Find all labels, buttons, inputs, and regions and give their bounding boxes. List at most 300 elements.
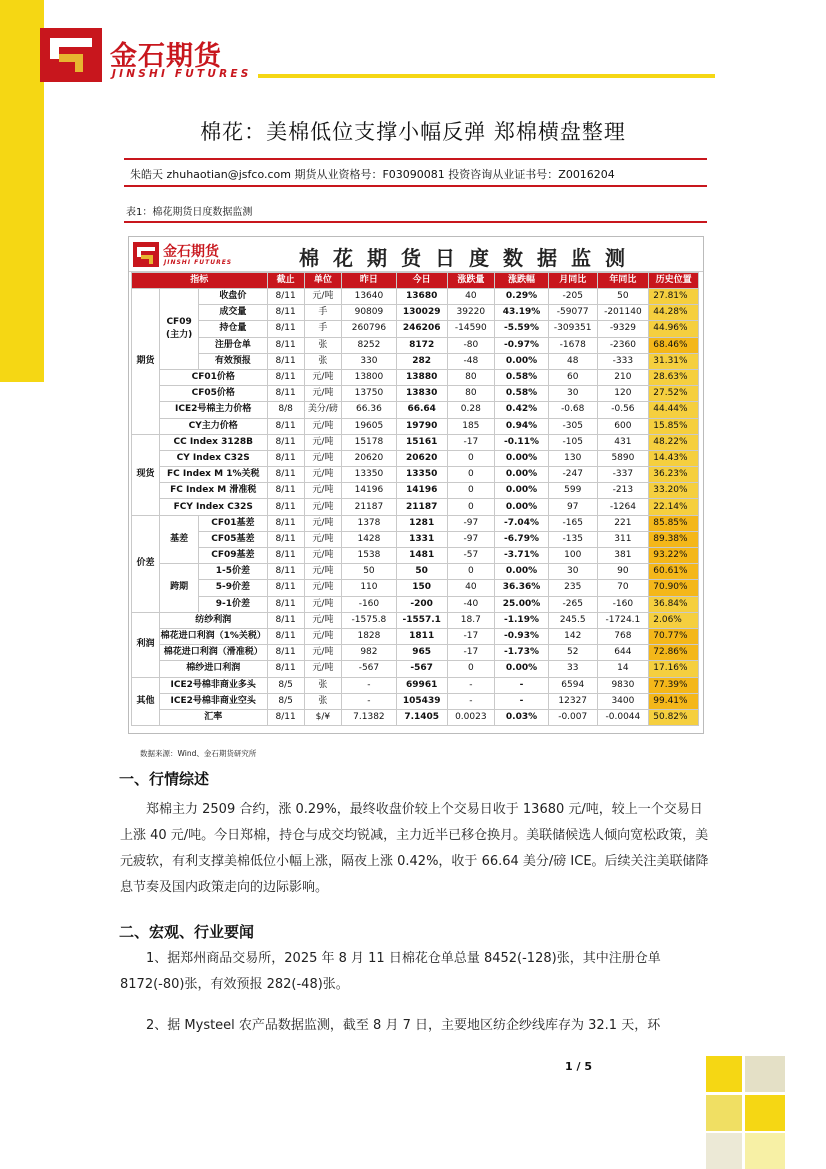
table-cell: 1281	[396, 515, 447, 531]
table-cell: 8/11	[267, 467, 304, 483]
decor-square	[706, 1133, 742, 1169]
table-cell: 张	[304, 337, 341, 353]
table-cell: -567	[342, 661, 397, 677]
table-cell: -305	[548, 418, 597, 434]
table-cell: 60	[548, 369, 597, 385]
history-percentile: 93.22%	[649, 548, 699, 564]
table-cell: 66.64	[396, 402, 447, 418]
history-percentile: 17.16%	[649, 661, 699, 677]
table-cell: 0.00%	[495, 499, 549, 515]
table-cell: 130	[548, 450, 597, 466]
indicator-name: CF01基差	[199, 515, 267, 531]
indicator-name: 9-1价差	[199, 596, 267, 612]
table-cell: 0.58%	[495, 369, 549, 385]
table-cell: -309351	[548, 321, 597, 337]
table-cell: -1724.1	[597, 612, 649, 628]
table-cell: 768	[597, 628, 649, 644]
table-cell: 元/吨	[304, 434, 341, 450]
table-cell: 手	[304, 305, 341, 321]
table-row	[132, 450, 699, 466]
table-cell: -165	[548, 515, 597, 531]
history-percentile: 85.85%	[649, 515, 699, 531]
table-cell: 0.00%	[495, 661, 549, 677]
table-cell: 8/5	[267, 693, 304, 709]
table-cell: 644	[597, 645, 649, 661]
header-cell: 今日	[396, 273, 447, 289]
indicator-name: CC Index 3128B	[159, 434, 267, 450]
header-cell: 指标	[132, 273, 268, 289]
table-cell: 25.00%	[495, 596, 549, 612]
table-cell: 元/吨	[304, 369, 341, 385]
indicator-name: 棉纱进口利润	[159, 661, 267, 677]
group-label: 期货	[132, 289, 160, 435]
table-row	[132, 596, 699, 612]
table-cell: 8/11	[267, 515, 304, 531]
table-cell: 14196	[396, 483, 447, 499]
table-cell: 8/8	[267, 402, 304, 418]
table-cell: 15178	[342, 434, 397, 450]
table-cell: -48	[447, 353, 495, 369]
table-cell: 8/11	[267, 369, 304, 385]
table-cell: 39220	[447, 305, 495, 321]
table-cell: 元/吨	[304, 483, 341, 499]
header-cell: 单位	[304, 273, 341, 289]
table-cell: 50	[396, 564, 447, 580]
table-cell: 13880	[396, 369, 447, 385]
table-cell: 13750	[342, 386, 397, 402]
table-cell: 221	[597, 515, 649, 531]
table-cell: 18.7	[447, 612, 495, 628]
history-percentile: 28.63%	[649, 369, 699, 385]
table-cell: 100	[548, 548, 597, 564]
table-cell: 8/11	[267, 548, 304, 564]
table-row	[132, 467, 699, 483]
indicator-name: 纺纱利润	[159, 612, 267, 628]
author-line: 朱皓天 zhuhaotian@jsfco.com 期货从业资格号：F03090081 投资咨询从业证书号：Z0016204	[130, 168, 615, 181]
table-row	[132, 515, 699, 531]
table-caption: 表1：棉花期货日度数据监测	[126, 207, 253, 218]
table-cell: 元/吨	[304, 612, 341, 628]
table-row	[132, 369, 699, 385]
title-rule	[124, 158, 707, 160]
indicator-name: 1-5价差	[199, 564, 267, 580]
table-cell: 0.00%	[495, 353, 549, 369]
header-divider	[258, 74, 715, 78]
table-cell: -0.007	[548, 709, 597, 725]
table-cell: 431	[597, 434, 649, 450]
indicator-name: 有效预报	[199, 353, 267, 369]
table-cell: 8/5	[267, 677, 304, 693]
decor-square	[706, 1095, 742, 1131]
table-cell: 14196	[342, 483, 397, 499]
table-cell: 元/吨	[304, 548, 341, 564]
history-percentile: 48.22%	[649, 434, 699, 450]
table-row	[132, 418, 699, 434]
subgroup-label: CF09 (主力)	[159, 289, 198, 370]
table-cell: -	[342, 677, 397, 693]
table-cell: 5890	[597, 450, 649, 466]
table-cell: 元/吨	[304, 580, 341, 596]
indicator-name: ICE2号棉主力价格	[159, 402, 267, 418]
monitor-table-image	[128, 236, 704, 734]
table-cell: 14	[597, 661, 649, 677]
table-cell: 8/11	[267, 305, 304, 321]
table-cell: 40	[447, 580, 495, 596]
table-cell: 13800	[342, 369, 397, 385]
table-cell: 50	[597, 289, 649, 305]
history-percentile: 89.38%	[649, 531, 699, 547]
table-cell: 105439	[396, 693, 447, 709]
table-cell: 0.03%	[495, 709, 549, 725]
table-cell: 元/吨	[304, 628, 341, 644]
table-cell: 69961	[396, 677, 447, 693]
table-cell: 0.29%	[495, 289, 549, 305]
table-cell: -3.71%	[495, 548, 549, 564]
table-cell: 15161	[396, 434, 447, 450]
table-cell: -57	[447, 548, 495, 564]
table-cell: 元/吨	[304, 386, 341, 402]
side-accent-bar	[0, 0, 44, 382]
table-cell: -17	[447, 645, 495, 661]
table-cell: 1428	[342, 531, 397, 547]
table-cell: -97	[447, 531, 495, 547]
table-cell: 1481	[396, 548, 447, 564]
history-percentile: 72.86%	[649, 645, 699, 661]
table-cell: 30	[548, 564, 597, 580]
indicator-name: 汇率	[159, 709, 267, 725]
table-cell: 8/11	[267, 386, 304, 402]
indicator-name: FC Index M 滑准税	[159, 483, 267, 499]
group-label: 价差	[132, 515, 160, 612]
table-cell: -1.19%	[495, 612, 549, 628]
indicator-name: CF05价格	[159, 386, 267, 402]
header-cell: 涨跌幅	[495, 273, 549, 289]
table-cell: 36.36%	[495, 580, 549, 596]
table-row	[132, 612, 699, 628]
table-cell: 0.00%	[495, 483, 549, 499]
table-cell: 282	[396, 353, 447, 369]
header-cell: 年同比	[597, 273, 649, 289]
company-logo	[40, 28, 255, 84]
table-logo	[133, 241, 257, 269]
table-header-banner	[129, 237, 703, 272]
table-cell: -59077	[548, 305, 597, 321]
table-cell: -14590	[447, 321, 495, 337]
logo-mark-icon	[133, 242, 159, 267]
logo-text-en: JINSHI FUTURES	[112, 68, 252, 80]
group-label: 利润	[132, 612, 160, 677]
table-cell: -9329	[597, 321, 649, 337]
table-cell: 8/11	[267, 628, 304, 644]
table-row	[132, 628, 699, 644]
table-cell: 599	[548, 483, 597, 499]
table-cell: -0.11%	[495, 434, 549, 450]
table-cell: 66.36	[342, 402, 397, 418]
decor-square	[706, 1056, 742, 1092]
table-row	[132, 564, 699, 580]
table-cell: 13350	[396, 467, 447, 483]
table-cell: 52	[548, 645, 597, 661]
table-cell: 0.00%	[495, 450, 549, 466]
table-row	[132, 677, 699, 693]
table-row	[132, 531, 699, 547]
table-cell: 0.58%	[495, 386, 549, 402]
table-row	[132, 386, 699, 402]
table-cell: -17	[447, 434, 495, 450]
history-percentile: 60.61%	[649, 564, 699, 580]
table-cell: -213	[597, 483, 649, 499]
table-cell: 美分/磅	[304, 402, 341, 418]
history-percentile: 22.14%	[649, 499, 699, 515]
table-cell: -17	[447, 628, 495, 644]
indicator-name: 收盘价	[199, 289, 267, 305]
table-cell: 70	[597, 580, 649, 596]
history-percentile: 70.77%	[649, 628, 699, 644]
history-percentile: 15.85%	[649, 418, 699, 434]
table-cell: 9830	[597, 677, 649, 693]
decor-square	[745, 1056, 785, 1092]
table-cell: -40	[447, 596, 495, 612]
table-cell: -7.04%	[495, 515, 549, 531]
table-cell: 8/11	[267, 321, 304, 337]
indicator-name: CY Index C32S	[159, 450, 267, 466]
table-cell: 90809	[342, 305, 397, 321]
table-cell: 0	[447, 467, 495, 483]
table-cell: -205	[548, 289, 597, 305]
table-cell: -160	[597, 596, 649, 612]
table-cell: 43.19%	[495, 305, 549, 321]
table-cell: 0	[447, 483, 495, 499]
group-label: 其他	[132, 677, 160, 726]
table-cell: 40	[447, 289, 495, 305]
indicator-name: 成交量	[199, 305, 267, 321]
decor-square	[745, 1133, 785, 1169]
logo-text-cn: 金石期货	[110, 41, 222, 72]
header-cell: 昨日	[342, 273, 397, 289]
table-cell: 张	[304, 353, 341, 369]
table-row	[132, 693, 699, 709]
table-cell: 13350	[342, 467, 397, 483]
indicator-name: ICE2号棉非商业多头	[159, 677, 267, 693]
table-cell: -135	[548, 531, 597, 547]
table-cell: 8/11	[267, 612, 304, 628]
table-cell: -0.68	[548, 402, 597, 418]
header-cell: 月同比	[548, 273, 597, 289]
table-cell: 21187	[342, 499, 397, 515]
history-percentile: 36.84%	[649, 596, 699, 612]
table-cell: 8/11	[267, 499, 304, 515]
table-cell: -200	[396, 596, 447, 612]
table-cell: 8172	[396, 337, 447, 353]
table-cell: 8/11	[267, 289, 304, 305]
table-cell: 8/11	[267, 531, 304, 547]
table-cell: 8/11	[267, 564, 304, 580]
table-cell: -	[447, 693, 495, 709]
table-cell: 8/11	[267, 596, 304, 612]
indicator-name: 持仓量	[199, 321, 267, 337]
table-cell: -6.79%	[495, 531, 549, 547]
history-percentile: 36.23%	[649, 467, 699, 483]
table-cell: 8/11	[267, 645, 304, 661]
table-cell: -0.97%	[495, 337, 549, 353]
table-cell: -1.73%	[495, 645, 549, 661]
table-cell: 0.00%	[495, 467, 549, 483]
table-cell: 48	[548, 353, 597, 369]
table-cell: 8/11	[267, 418, 304, 434]
table-cell: 8/11	[267, 434, 304, 450]
table-cell: 130029	[396, 305, 447, 321]
indicator-name: 棉花进口利润（1%关税）	[159, 628, 267, 644]
table-cell: 21187	[396, 499, 447, 515]
table-cell: 120	[597, 386, 649, 402]
table-cell: 185	[447, 418, 495, 434]
table-cell: -337	[597, 467, 649, 483]
indicator-name: 5-9价差	[199, 580, 267, 596]
table-cell: 0.00%	[495, 564, 549, 580]
table-cell: 381	[597, 548, 649, 564]
logo-mark-icon	[40, 28, 102, 82]
history-percentile: 99.41%	[649, 693, 699, 709]
indicator-name: FC Index M 1%关税	[159, 467, 267, 483]
table-title: 棉花期货日度数据监测	[299, 246, 639, 270]
table-row	[132, 709, 699, 725]
table-cell: -247	[548, 467, 597, 483]
table-cell: 张	[304, 693, 341, 709]
table-cell: 150	[396, 580, 447, 596]
table-cell: -5.59%	[495, 321, 549, 337]
page-number: 1 / 5	[565, 1060, 592, 1073]
subgroup-label: 跨期	[159, 564, 198, 613]
table-cell: 1378	[342, 515, 397, 531]
history-percentile: 2.06%	[649, 612, 699, 628]
table-row	[132, 645, 699, 661]
table-cell: 8/11	[267, 353, 304, 369]
table-cell: 8/11	[267, 661, 304, 677]
table-cell: 7.1382	[342, 709, 397, 725]
table-cell: 235	[548, 580, 597, 596]
table-cell: -1678	[548, 337, 597, 353]
table-row	[132, 483, 699, 499]
history-percentile: 68.46%	[649, 337, 699, 353]
table-cell: 元/吨	[304, 661, 341, 677]
table-cell: -80	[447, 337, 495, 353]
history-percentile: 31.31%	[649, 353, 699, 369]
table-cell: 元/吨	[304, 450, 341, 466]
table-cell: 8/11	[267, 580, 304, 596]
table-cell: -2360	[597, 337, 649, 353]
table-cell: -1557.1	[396, 612, 447, 628]
table-cell: 8/11	[267, 450, 304, 466]
table-cell: -0.93%	[495, 628, 549, 644]
history-percentile: 44.44%	[649, 402, 699, 418]
table-cell: 245.5	[548, 612, 597, 628]
table-cell: 12327	[548, 693, 597, 709]
table-cell: 3400	[597, 693, 649, 709]
table-cell: 张	[304, 677, 341, 693]
caption-rule	[124, 221, 707, 223]
table-cell: 7.1405	[396, 709, 447, 725]
table-cell: 0.94%	[495, 418, 549, 434]
table-cell: 0	[447, 499, 495, 515]
table-cell: 1331	[396, 531, 447, 547]
table-cell: 982	[342, 645, 397, 661]
section-heading: 二、宏观、行业要闻	[119, 923, 255, 941]
table-cell: -	[342, 693, 397, 709]
table-row	[132, 402, 699, 418]
decor-square	[745, 1095, 785, 1131]
table-cell: 246206	[396, 321, 447, 337]
paragraph: 2、据 Mysteel 农产品数据监测，截至 8 月 7 日，主要地区纺企纱线库存为 32.1 天，环	[146, 1018, 661, 1033]
paragraph: 1、据郑州商品交易所，2025 年 8 月 11 日棉花仓单总量 8452(-128)张，其中注册仓单 8172(-80)张，有效预报 282(-48)张。	[120, 951, 661, 992]
table-logo-en: JINSHI FUTURES	[164, 259, 233, 266]
table-row	[132, 434, 699, 450]
report-title: 棉花：美棉低位支撑小幅反弹 郑棉横盘整理	[200, 120, 626, 144]
table-cell: -201140	[597, 305, 649, 321]
indicator-name: ICE2号棉非商业空头	[159, 693, 267, 709]
history-percentile: 27.81%	[649, 289, 699, 305]
table-cell: 元/吨	[304, 289, 341, 305]
history-percentile: 33.20%	[649, 483, 699, 499]
table-cell: 90	[597, 564, 649, 580]
table-cell: 手	[304, 321, 341, 337]
history-percentile: 44.96%	[649, 321, 699, 337]
indicator-name: CF05基差	[199, 531, 267, 547]
table-cell: 142	[548, 628, 597, 644]
indicator-name: 棉花进口利润（滑准税）	[159, 645, 267, 661]
table-cell: 260796	[342, 321, 397, 337]
table-cell: 6594	[548, 677, 597, 693]
table-cell: 8/11	[267, 337, 304, 353]
table-cell: -1575.8	[342, 612, 397, 628]
table-cell: 元/吨	[304, 564, 341, 580]
table-cell: 1538	[342, 548, 397, 564]
table-cell: 20620	[342, 450, 397, 466]
table-cell: -	[495, 693, 549, 709]
table-cell: 8/11	[267, 709, 304, 725]
header-cell: 历史位置	[649, 273, 699, 289]
table-row	[132, 548, 699, 564]
table-cell: -333	[597, 353, 649, 369]
table-row	[132, 353, 699, 369]
subgroup-label: 基差	[159, 515, 198, 564]
table-cell: 元/吨	[304, 645, 341, 661]
indicator-name: CY主力价格	[159, 418, 267, 434]
group-label: 现货	[132, 434, 160, 515]
table-cell: 0.0023	[447, 709, 495, 725]
table-cell: 元/吨	[304, 531, 341, 547]
table-row	[132, 337, 699, 353]
table-cell: 13830	[396, 386, 447, 402]
table-cell: 8252	[342, 337, 397, 353]
table-cell: 0	[447, 450, 495, 466]
table-cell: 210	[597, 369, 649, 385]
table-cell: -265	[548, 596, 597, 612]
history-percentile: 77.39%	[649, 677, 699, 693]
table-row	[132, 580, 699, 596]
table-cell: 1811	[396, 628, 447, 644]
table-cell: $/¥	[304, 709, 341, 725]
table-cell: 97	[548, 499, 597, 515]
history-percentile: 14.43%	[649, 450, 699, 466]
table-row	[132, 289, 699, 305]
table-cell: 0.42%	[495, 402, 549, 418]
table-cell: 80	[447, 386, 495, 402]
table-header-row	[132, 273, 699, 289]
table-row	[132, 321, 699, 337]
table-cell: 0.28	[447, 402, 495, 418]
table-cell: -105	[548, 434, 597, 450]
table-cell: -160	[342, 596, 397, 612]
